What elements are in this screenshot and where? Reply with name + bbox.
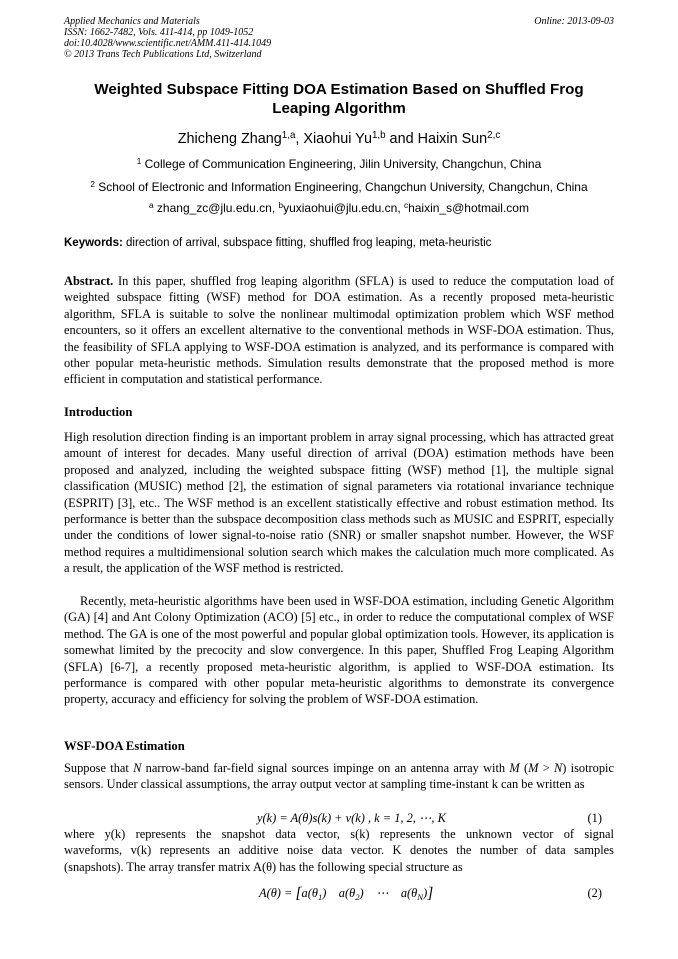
equation-range: , k = 1, 2, ⋯, K bbox=[364, 811, 446, 825]
email-address[interactable]: yuxiaohui@jlu.edu.cn, bbox=[283, 201, 404, 215]
text-run: Suppose that bbox=[64, 761, 134, 775]
author-affiliation-mark: 2,c bbox=[487, 130, 501, 142]
author-separator: and bbox=[385, 131, 418, 147]
author-line bbox=[64, 130, 614, 148]
text-run: narrow-band far-field signal sources impinge on an antenna array with bbox=[141, 761, 510, 775]
journal-header bbox=[64, 16, 271, 60]
keywords-label: Keywords: bbox=[64, 237, 123, 249]
steering-vector: a(θ bbox=[301, 886, 318, 900]
equation-body bbox=[257, 810, 446, 826]
subscript: 2 bbox=[355, 891, 360, 902]
introduction-paragraph-2: Recently, meta-heuristic algorithms have been used in WSF-DOA estimation, including Genetic Algorithm (GA) [4] and Ant Colony Optimization (ACO) [5] etc., in order to reduce the computational complex of WSF method. The GA is one of the most powerful and popular global optimization tools. However, its application is somewhat limited by the precocity and slow convergence. In this paper, Shuffled Frog Leaping Algorithm (SFLA) [6-7], a recently proposed meta-heuristic algorithm, is applied to WSF-DOA estimation. Its performance is compared with other popular meta-heuristic algorithms to demonstrate its convergence property, accuracy and efficiency for solving the problem of WSF-DOA estimation. bbox=[64, 594, 614, 707]
section-heading-introduction: Introduction bbox=[64, 405, 133, 419]
math-var: M bbox=[528, 761, 539, 775]
wsf-paragraph-2 bbox=[64, 826, 614, 875]
right-bracket: ] bbox=[427, 885, 434, 902]
text-line: where y(k) represents the snapshot data vector, s(k) represents the unknown vector of signal bbox=[64, 827, 614, 841]
text-run: ) isotropic sensors. Under classical assumptions, the array output vector at sampling time-instant k can be written as bbox=[64, 761, 615, 792]
equation-expression: y(k) = A(θ)s(k) + v(k) bbox=[257, 811, 365, 825]
section-heading-wsf-doa: WSF-DOA Estimation bbox=[64, 739, 185, 753]
steering-vector: a(θ bbox=[400, 886, 418, 900]
text-run: ( bbox=[519, 761, 529, 775]
email-line bbox=[64, 201, 614, 215]
author-affiliation-mark: 1,a bbox=[281, 130, 296, 142]
introduction-paragraph-1: High resolution direction finding is an important problem in array signal processing, which has attracted great amount of interest for decades. Many useful direction of arrival (DOA) estimation methods have been proposed and analyzed, including the weighted subspace fitting (WSF) method [1], the multiple signal classification (MUSIC) method [2], the estimation of signal parameters via rotational invariance technique (ESPRIT) [3], etc.. The WSF method is an excellent statistically effective and robust estimation method. Its performance is better than the subspace decomposition class methods such as MUSIC and ESPRIT, especially under the conditions of lower signal-to-noise ratio (SNR) or smaller snapshot number. However, the WSF method requires a multidimensional solution search which makes the calculation much more complicated. As a result, the application of the WSF method is restricted. bbox=[64, 430, 614, 576]
doi-line[interactable]: doi:10.4028/www.scientific.net/AMM.411-414.1049 bbox=[64, 38, 272, 49]
author-separator: , bbox=[295, 131, 304, 147]
journal-name: Applied Mechanics and Materials bbox=[64, 16, 200, 27]
equation-number: (2) bbox=[587, 886, 602, 900]
issn-line: ISSN: 1662-7482, Vols. 411-414, pp 1049-1052 bbox=[64, 27, 254, 38]
email-address[interactable]: haixin_s@hotmail.com bbox=[408, 201, 529, 215]
email-mark: a bbox=[149, 200, 154, 210]
copyright-line: © 2013 Trans Tech Publications Ltd, Switzerland bbox=[64, 49, 262, 60]
equation-lhs: A(θ) = bbox=[259, 886, 296, 900]
wsf-paragraph-1 bbox=[64, 760, 614, 793]
paper-title: Weighted Subspace Fitting DOA Estimation Based on Shuffled Frog Leaping Algorithm bbox=[94, 81, 584, 117]
abstract bbox=[64, 273, 614, 388]
abstract-label: Abstract. bbox=[64, 274, 114, 288]
affiliation-text: School of Electronic and Information Engineering, Changchun University, Changchun, China bbox=[98, 180, 588, 194]
left-bracket: [ bbox=[295, 885, 302, 902]
author-name: Haixin Sun bbox=[417, 131, 488, 147]
text-line: waveforms, v(k) represents an additive noise data vector. K denotes the number of data samples bbox=[64, 843, 614, 858]
math-var: M bbox=[509, 761, 520, 775]
email-mark: b bbox=[278, 200, 284, 210]
subscript: 1 bbox=[317, 891, 323, 902]
author-name: Xiaohui Yu bbox=[303, 131, 372, 147]
math-var: N bbox=[553, 761, 563, 775]
equation-number: (1) bbox=[587, 811, 602, 825]
affiliation-text: College of Communication Engineering, Jilin University, Changchun, China bbox=[144, 157, 542, 171]
affiliation-mark: 1 bbox=[136, 156, 142, 166]
math-var: N bbox=[133, 761, 142, 775]
author-name: Zhicheng Zhang bbox=[177, 131, 282, 147]
online-date: Online: 2013-09-03 bbox=[534, 16, 614, 27]
text-line: (snapshots). The array transfer matrix A(θ) has the following special structure as bbox=[64, 859, 463, 874]
keywords-text: direction of arrival, subspace fitting, shuffled frog leaping, meta-heuristic bbox=[122, 237, 492, 249]
affiliation bbox=[64, 157, 614, 171]
author-affiliation-mark: 1,b bbox=[371, 130, 386, 142]
subscript: N bbox=[417, 891, 424, 902]
equation-body: $A(\theta) = [a(\theta_1)$ $a(\theta_2)$ ⋯ $a(\theta_N)$] bbox=[259, 885, 434, 902]
email-address[interactable]: zhang_zc@jlu.edu.cn, bbox=[156, 201, 279, 215]
abstract-text: In this paper, shuffled frog leaping algorithm (SFLA) is used to reduce the computation load of weighted subspace fitting (WSF) method for DOA estimation. As a recently proposed meta-heuristic algorithm, SFLA is suitable to solve the nonlinear multimodal optimization problem which WSF method encounters, so it offers an excellent alternative to the conventional methods in WSF-DOA estimation. Thus, the feasibility of SFLA applying to WSF-DOA estimation is analyzed, and its performance is compared with other popular meta-heuristic methods. Simulation results demonstrate that the proposed method is more efficient in computation and statistical performance. bbox=[64, 274, 614, 387]
affiliation-mark: 2 bbox=[90, 179, 95, 189]
affiliation bbox=[64, 180, 614, 194]
email-mark: c bbox=[403, 200, 409, 210]
ellipsis: ⋯ bbox=[376, 886, 389, 900]
steering-vector: a(θ bbox=[338, 886, 356, 900]
text-run: > bbox=[538, 761, 554, 775]
keywords bbox=[64, 236, 614, 250]
